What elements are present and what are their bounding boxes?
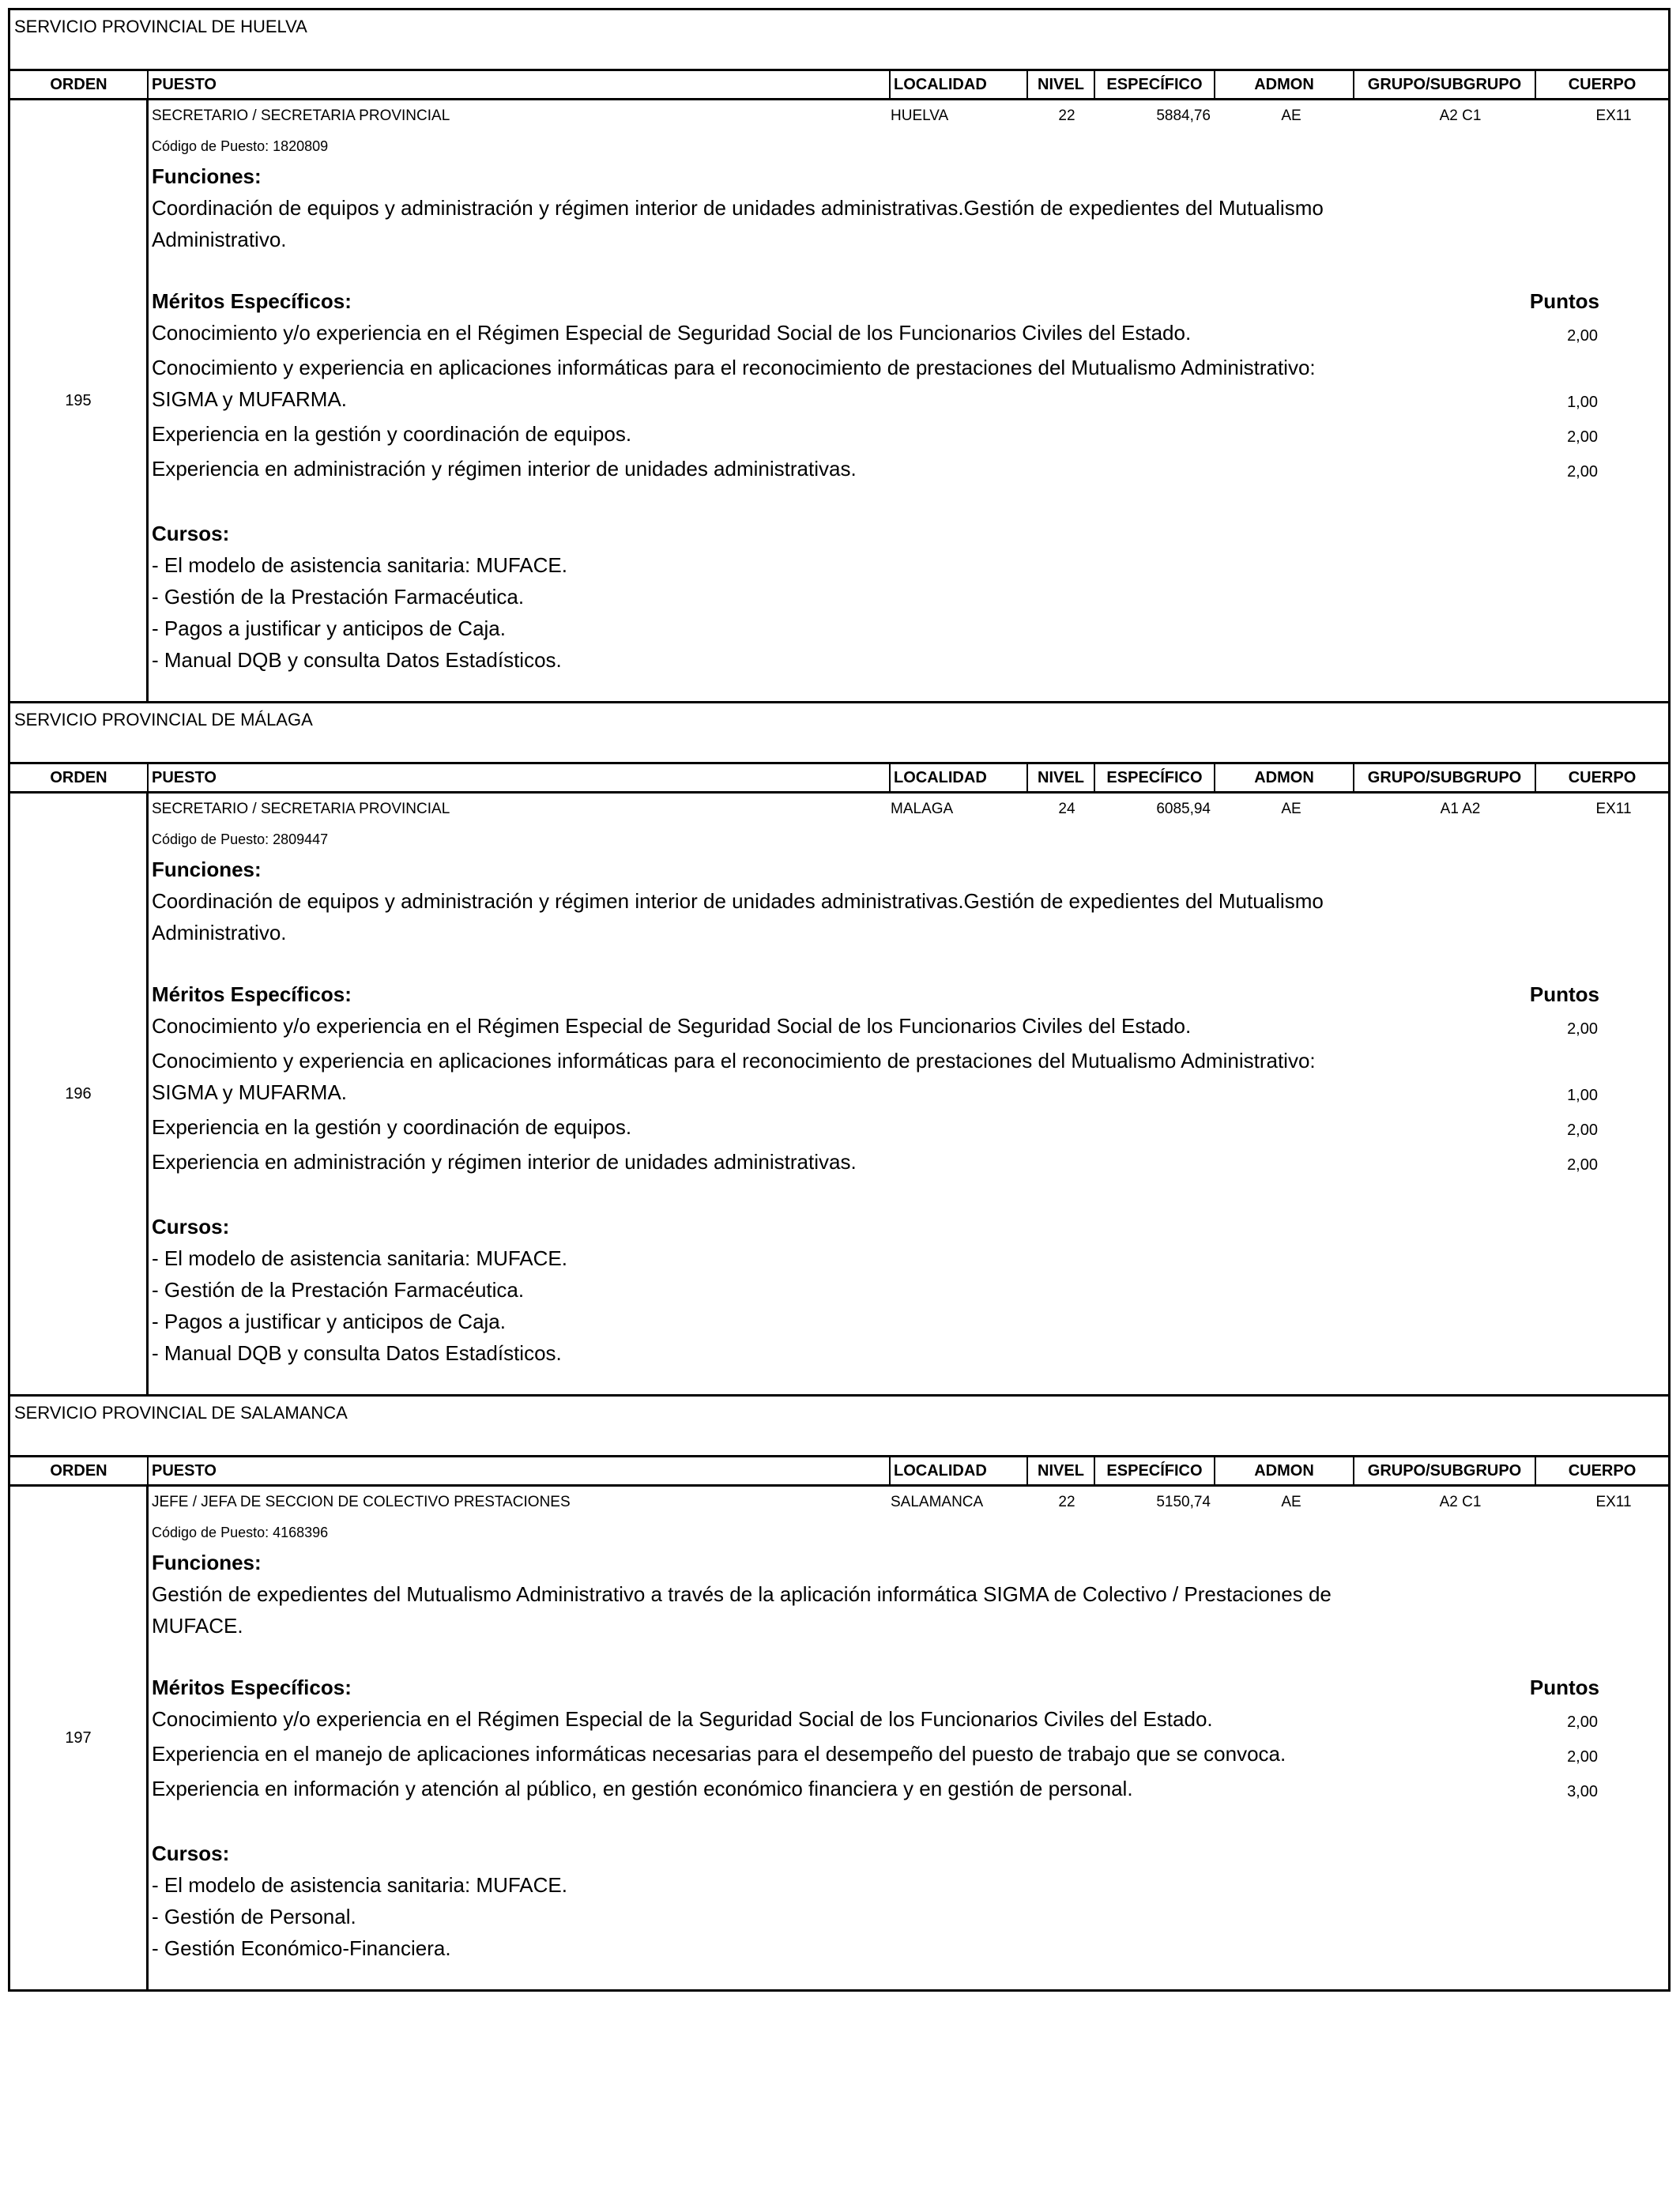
header-especifico: ESPECÍFICO: [1095, 1457, 1215, 1484]
merito-points: [1463, 1045, 1598, 1076]
section-title: SERVICIO PROVINCIAL DE HUELVA: [10, 10, 1668, 71]
curso-item: - El modelo de asistencia sanitaria: MUFACE.: [152, 1873, 567, 1897]
header-admon: ADMON: [1215, 764, 1354, 791]
header-puesto: PUESTO: [149, 764, 891, 791]
meritos-header: [152, 285, 1668, 317]
meritos-header: [152, 978, 1668, 1010]
merito-points: 2,00: [1567, 1020, 1598, 1038]
funciones-line: Coordinación de equipos y administración y régimen interior de unidades administrativas.Gestión de expedientes del Mutualismo: [152, 196, 1324, 220]
meritos-label: Méritos Específicos:: [152, 1676, 352, 1699]
header-nivel: NIVEL: [1028, 71, 1095, 98]
merito-points: [1463, 352, 1598, 383]
job-code: Código de Puesto: 2809447: [152, 831, 329, 847]
merito-row: [152, 1703, 1668, 1738]
merito-points: 2,00: [1567, 428, 1598, 446]
merito-row: [152, 1045, 1668, 1076]
job-details: [149, 1487, 1668, 1989]
merito-text: SIGMA y MUFARMA.: [152, 387, 348, 411]
job-especifico: 5150,74: [1156, 1494, 1211, 1510]
merito-points: 2,00: [1567, 463, 1598, 481]
merito-row: [152, 352, 1668, 383]
job-localidad: SALAMANCA: [891, 1494, 984, 1510]
job-section: [8, 1394, 1671, 1992]
cursos-label: Cursos:: [152, 522, 230, 545]
funciones-label: Funciones:: [152, 164, 262, 188]
section-title: SERVICIO PROVINCIAL DE SALAMANCA: [10, 1397, 1668, 1457]
merito-text: SIGMA y MUFARMA.: [152, 1080, 348, 1104]
funciones-line: Gestión de expedientes del Mutualismo Administrativo a través de la aplicación informática SIGMA de Colectivo / Prestaciones de: [152, 1582, 1332, 1606]
merito-row: [152, 418, 1668, 453]
merito-text: Experiencia en administración y régimen interior de unidades administrativas.: [152, 1150, 857, 1174]
table-header: [10, 71, 1668, 100]
meritos-header: [152, 1672, 1668, 1703]
job-puesto: SECRETARIO / SECRETARIA PROVINCIAL: [152, 107, 450, 124]
curso-item: - Gestión de Personal.: [152, 1905, 356, 1928]
job-summary-row: [152, 1487, 1668, 1518]
job-grupo: A1 A2: [1440, 801, 1481, 817]
job-puesto: SECRETARIO / SECRETARIA PROVINCIAL: [152, 801, 450, 817]
job-especifico: 5884,76: [1156, 107, 1211, 124]
spacer: [152, 1181, 1668, 1211]
header-puesto: PUESTO: [149, 71, 891, 98]
header-admon: ADMON: [1215, 71, 1354, 98]
job-grupo: A2 C1: [1439, 1494, 1482, 1510]
job-code: Código de Puesto: 4168396: [152, 1525, 329, 1540]
header-localidad: LOCALIDAD: [891, 764, 1028, 791]
job-localidad: MALAGA: [891, 801, 954, 817]
puntos-label: Puntos: [1529, 1676, 1599, 1699]
header-grupo: GRUPO/SUBGRUPO: [1354, 764, 1536, 791]
meritos-label: Méritos Específicos:: [152, 982, 352, 1006]
merito-text: Conocimiento y/o experiencia en el Régimen Especial de Seguridad Social de los Funcionarios Civiles del Estado.: [152, 321, 1192, 345]
merito-row: [152, 317, 1668, 352]
job-localidad: HUELVA: [891, 107, 949, 124]
job-code: Código de Puesto: 1820809: [152, 138, 329, 154]
merito-points: 2,00: [1567, 1748, 1598, 1766]
section-title: SERVICIO PROVINCIAL DE MÁLAGA: [10, 703, 1668, 764]
funciones-line: MUFACE.: [152, 1614, 243, 1638]
header-cuerpo: CUERPO: [1568, 769, 1637, 786]
job-nivel: 24: [1058, 801, 1075, 817]
merito-text: Conocimiento y experiencia en aplicaciones informáticas para el reconocimiento de prestaciones del Mutualismo Administrativo:: [152, 1049, 1316, 1072]
header-cuerpo: CUERPO: [1568, 76, 1637, 93]
spacer: [152, 1964, 1668, 1989]
merito-points: 3,00: [1567, 1783, 1598, 1800]
funciones-label: Funciones:: [152, 1551, 262, 1574]
spacer: [152, 1642, 1668, 1672]
job-cuerpo: EX11: [1595, 107, 1632, 124]
merito-points: 1,00: [1567, 1087, 1598, 1104]
orden-number: 195: [10, 100, 149, 701]
curso-item: - El modelo de asistencia sanitaria: MUFACE.: [152, 1246, 567, 1270]
merito-text: Experiencia en administración y régimen interior de unidades administrativas.: [152, 457, 857, 481]
header-orden: ORDEN: [10, 1457, 149, 1484]
merito-points: 1,00: [1567, 394, 1598, 411]
header-orden: ORDEN: [10, 764, 149, 791]
job-section: [8, 8, 1671, 701]
curso-item: - Pagos a justificar y anticipos de Caja.: [152, 616, 506, 640]
job-admon: AE: [1281, 801, 1301, 817]
curso-item: - Manual DQB y consulta Datos Estadísticos.: [152, 1341, 562, 1365]
job-details: [149, 100, 1668, 701]
merito-row: [152, 1010, 1668, 1045]
job-row: [10, 1487, 1668, 1989]
merito-row: [152, 1146, 1668, 1181]
meritos-label: Méritos Específicos:: [152, 289, 352, 313]
merito-row: [152, 1773, 1668, 1808]
merito-points: 2,00: [1567, 1713, 1598, 1731]
funciones-line: Administrativo.: [152, 921, 287, 944]
merito-text: Experiencia en información y atención al público, en gestión económico financiera y en gestión de personal.: [152, 1777, 1133, 1800]
merito-row: [152, 453, 1668, 488]
job-puesto: JEFE / JEFA DE SECCION DE COLECTIVO PRESTACIONES: [152, 1494, 571, 1510]
curso-item: - El modelo de asistencia sanitaria: MUFACE.: [152, 553, 567, 577]
job-summary-row: [152, 100, 1668, 132]
header-grupo: GRUPO/SUBGRUPO: [1354, 1457, 1536, 1484]
curso-item: - Gestión de la Prestación Farmacéutica.: [152, 1278, 525, 1302]
spacer: [152, 948, 1668, 978]
merito-text: Conocimiento y/o experiencia en el Régimen Especial de la Seguridad Social de los Funcionarios Civiles del Estado.: [152, 1707, 1213, 1731]
curso-item: - Gestión de la Prestación Farmacéutica.: [152, 585, 525, 609]
merito-text: Conocimiento y experiencia en aplicaciones informáticas para el reconocimiento de prestaciones del Mutualismo Administrativo:: [152, 356, 1316, 379]
header-grupo: GRUPO/SUBGRUPO: [1354, 71, 1536, 98]
job-summary-row: [152, 794, 1668, 825]
header-localidad: LOCALIDAD: [891, 1457, 1028, 1484]
job-details: [149, 794, 1668, 1394]
header-especifico: ESPECÍFICO: [1095, 764, 1215, 791]
curso-item: - Gestión Económico-Financiera.: [152, 1936, 451, 1960]
header-nivel: NIVEL: [1028, 764, 1095, 791]
merito-row: [152, 1738, 1668, 1773]
orden-number: 197: [10, 1487, 149, 1989]
spacer: [152, 1369, 1668, 1394]
funciones-line: Administrativo.: [152, 228, 287, 251]
puntos-label: Puntos: [1529, 289, 1599, 313]
job-nivel: 22: [1058, 107, 1075, 124]
spacer: [152, 255, 1668, 285]
job-nivel: 22: [1058, 1494, 1075, 1510]
curso-item: - Pagos a justificar y anticipos de Caja.: [152, 1310, 506, 1333]
job-especifico: 6085,94: [1156, 801, 1211, 817]
job-row: [10, 100, 1668, 701]
puntos-label: Puntos: [1529, 982, 1599, 1006]
cursos-label: Cursos:: [152, 1215, 230, 1238]
merito-text: Conocimiento y/o experiencia en el Régimen Especial de Seguridad Social de los Funcionarios Civiles del Estado.: [152, 1014, 1192, 1038]
merito-text: Experiencia en la gestión y coordinación de equipos.: [152, 422, 632, 446]
job-admon: AE: [1281, 1494, 1301, 1510]
header-admon: ADMON: [1215, 1457, 1354, 1484]
job-admon: AE: [1281, 107, 1301, 124]
merito-row: [152, 1111, 1668, 1146]
job-section: [8, 701, 1671, 1394]
job-cuerpo: EX11: [1595, 801, 1632, 817]
table-header: [10, 1457, 1668, 1487]
header-localidad: LOCALIDAD: [891, 71, 1028, 98]
header-nivel: NIVEL: [1028, 1457, 1095, 1484]
merito-text: Experiencia en el manejo de aplicaciones informáticas necesarias para el desempeño del puesto de trabajo que se convoca.: [152, 1742, 1286, 1766]
merito-points: 2,00: [1567, 1156, 1598, 1174]
header-especifico: ESPECÍFICO: [1095, 71, 1215, 98]
funciones-label: Funciones:: [152, 858, 262, 881]
document: [8, 8, 1671, 1992]
spacer: [152, 1808, 1668, 1838]
header-cuerpo: CUERPO: [1568, 1462, 1637, 1480]
header-puesto: PUESTO: [149, 1457, 891, 1484]
job-row: [10, 794, 1668, 1394]
job-grupo: A2 C1: [1439, 107, 1482, 124]
merito-row: [152, 1076, 1668, 1111]
spacer: [152, 488, 1668, 518]
funciones-line: Coordinación de equipos y administración y régimen interior de unidades administrativas.Gestión de expedientes del Mutualismo: [152, 889, 1324, 913]
merito-row: [152, 383, 1668, 418]
job-cuerpo: EX11: [1595, 1494, 1632, 1510]
table-header: [10, 764, 1668, 794]
merito-text: Experiencia en la gestión y coordinación de equipos.: [152, 1115, 632, 1139]
spacer: [152, 676, 1668, 701]
header-orden: ORDEN: [10, 71, 149, 98]
merito-points: 2,00: [1567, 327, 1598, 345]
curso-item: - Manual DQB y consulta Datos Estadísticos.: [152, 648, 562, 672]
merito-points: 2,00: [1567, 1122, 1598, 1139]
orden-number: 196: [10, 794, 149, 1394]
cursos-label: Cursos:: [152, 1842, 230, 1865]
